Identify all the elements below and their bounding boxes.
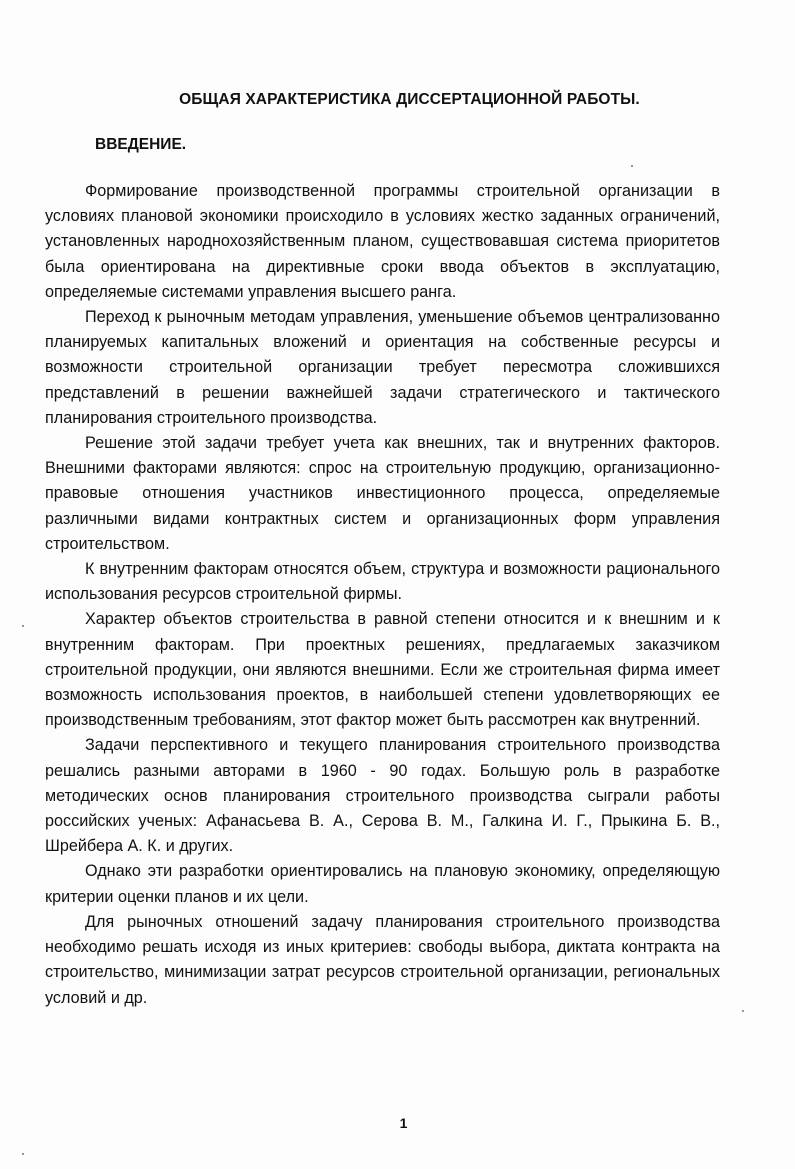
paragraph-5: Характер объектов строительства в равной степени относится и к внешним и к внутренним факторам. При проектных решениях, предлагаемых заказчиком строительной продукции, они являются внешними. Если же строительная фирма имеет возможность использования проектов, в наибольшей степени удовлетворяющих ее производственным требованиям, этот фактор может быть рассмотрен как внутренний.	[45, 610, 720, 730]
scan-speck	[742, 1010, 744, 1012]
scan-speck	[22, 625, 24, 627]
paragraph-4: К внутренним факторам относятся объем, структура и возможности рационального использования ресурсов строительной фирмы.	[45, 560, 720, 604]
scan-speck	[631, 165, 633, 167]
document-body	[45, 179, 720, 1011]
paragraph-6: Задачи перспективного и текущего планирования строительного производства решались разными авторами в 1960 - 90 годах. Большую роль в разработке методических основ планирования строительного производства сыграли работы российских ученых: Афанасьева В. А., Серова В. М., Галкина И. Г., Прыкина Б. В., Шрейбера А. К. и других.	[45, 736, 720, 856]
paragraph-2: Переход к рыночным методам управления, уменьшение объемов централизованно планируемых капитальных вложений и ориентация на собственные ресурсы и возможности строительной организации требует пересмотра сложившихся представлений в решении важнейшей задачи стратегического и тактического планирования строительного производства.	[45, 308, 720, 427]
section-heading: ВВЕДЕНИЕ.	[95, 136, 187, 153]
page-number: 1	[399, 1115, 408, 1131]
document-title: ОБЩАЯ ХАРАКТЕРИСТИКА ДИССЕРТАЦИОННОЙ РАБОТЫ.	[179, 91, 640, 108]
scan-speck	[22, 1153, 24, 1155]
paragraph-8: Для рыночных отношений задачу планирования строительного производства необходимо решать исходя из иных критериев: свободы выбора, диктата контракта на строительство, минимизации затрат ресурсов строительной организации, региональных условий и др.	[45, 912, 720, 1007]
paragraph-1: Формирование производственной программы строительной организации в условиях плановой экономики происходило в условиях жестко заданных ограничений, установленных народнохозяйственным планом, существовавшая система приоритетов была ориентирована на директивные сроки ввода объектов в эксплуатацию, определяемые системами управления высшего ранга.	[45, 182, 720, 301]
paragraph-7: Однако эти разработки ориентировались на плановую экономику, определяющую критерии оценки планов и их цели.	[45, 862, 720, 906]
paragraph-3: Решение этой задачи требует учета как внешних, так и внутренних факторов. Внешними факторами являются: спрос на строительную продукцию, организационно-правовые отношения участников инвестиционного процесса, определяемые различными видами контрактных систем и организационных форм управления строительством.	[45, 434, 720, 553]
